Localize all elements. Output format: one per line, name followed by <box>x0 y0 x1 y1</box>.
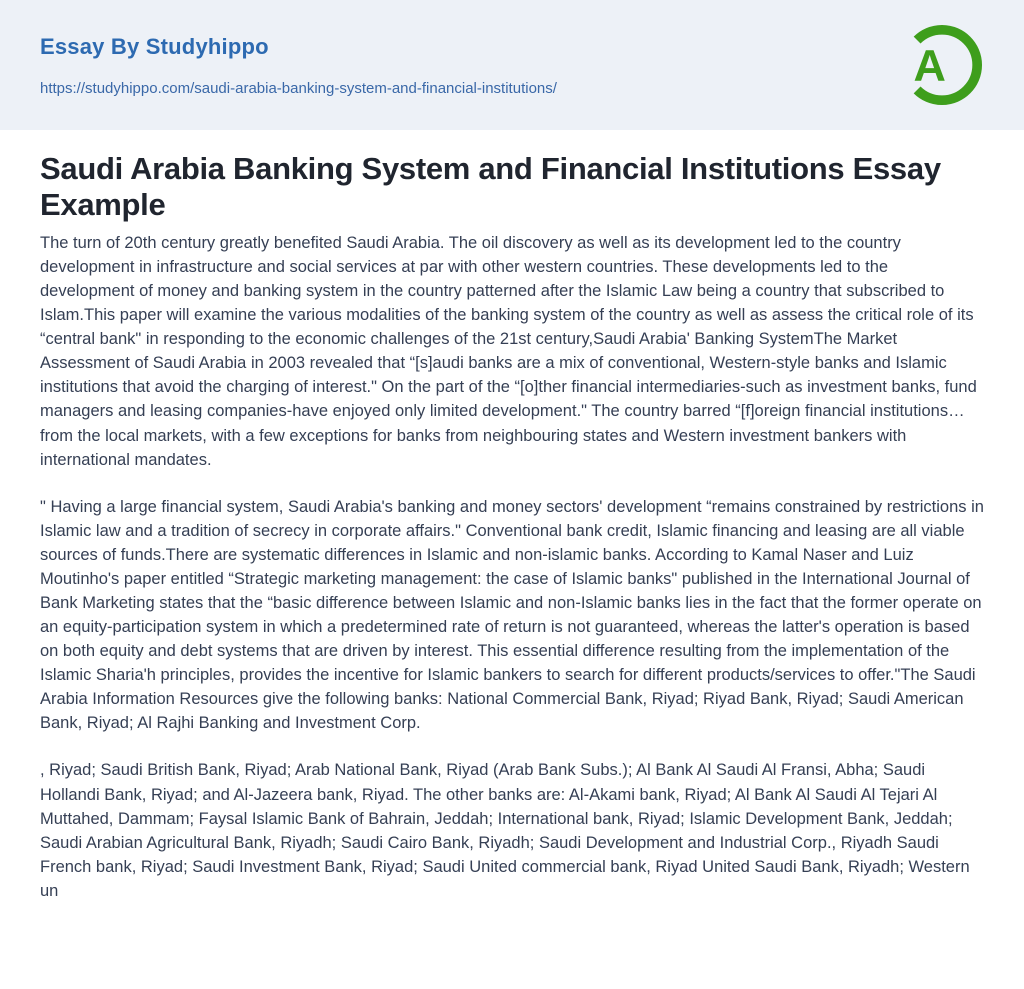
studyhippo-logo <box>898 21 986 109</box>
header-text-block <box>40 34 557 97</box>
site-title: Essay By Studyhippo <box>40 33 269 59</box>
article-title: Saudi Arabia Banking System and Financial Institutions Essay Example <box>40 151 941 222</box>
article-paragraph-2: " Having a large financial system, Saudi Arabia's banking and money sectors' development “remains constrained by restrictions in Islamic law and a tradition of secrecy in corporate affairs." Conventional bank credit, Islamic financing and leasing are all viable sources of funds.There are systematic differences in Islamic and non-islamic banks. According to Kamal Naser and Luiz Moutinho's paper entitled “Strategic marketing management: the case of Islamic banks" published in the International Journal of Bank Marketing states that the “basic difference between Islamic and non-Islamic banks lies in the fact that the former operate on an equity-participation system in which a predetermined rate of return is not guaranteed, whereas the latter's operation is based on both equity and debt systems that are driven by interest. This essential difference resulting from the implementation of the Islamic Sharia'h principles, provides the incentive for Islamic bankers to search for different products/services to offer."The Saudi Arabia Information Resources give the following banks: National Commercial Bank, Riyad; Riyad Bank, Riyad; Saudi American Bank, Riyad; Al Rajhi Banking and Investment Corp. <box>40 497 984 733</box>
page-url-link[interactable]: https://studyhippo.com/saudi-arabia-banking-system-and-financial-institutions/ <box>40 79 557 97</box>
logo-letter: A <box>913 39 946 91</box>
article-content <box>0 151 1024 903</box>
article-paragraph-3: , Riyad; Saudi British Bank, Riyad; Arab National Bank, Riyad (Arab Bank Subs.); Al Bank Al Saudi Al Fransi, Abha; Saudi Hollandi Bank, Riyad; and Al-Jazeera bank, Riyad. The other banks are: Al-Akami bank, Riyad; Al Bank Al Saudi Al Tejari Al Muttahed, Dammam; Faysal Islamic Bank of Bahrain, Jeddah; International bank, Riyad; Islamic Development Bank, Jeddah; Saudi Arabian Agricultural Bank, Riyadh; Saudi Cairo Bank, Riyadh; Saudi Development and Industrial Corp., Riyadh Saudi French bank, Riyad; Saudi Investment Bank, Riyad; Saudi United commercial bank, Riyad United Saudi Bank, Riyadh; Western un <box>40 761 970 900</box>
logo-arc-icon <box>898 21 986 109</box>
page-header <box>0 0 1024 130</box>
article-paragraph-1: The turn of 20th century greatly benefited Saudi Arabia. The oil discovery as well as its development led to the country development in infrastructure and social services at par with other western countries. These developments led to the development of money and banking system in the country patterned after the Islamic Law being a country that subscribed to Islam.This paper will examine the various modalities of the banking system of the country as well as assess the critical role of its “central bank" in responding to the economic challenges of the 21st century,Saudi Arabia' Banking SystemThe Market Assessment of Saudi Arabia in 2003 revealed that “[s]audi banks are a mix of conventional, Western-style banks and Islamic institutions that avoid the charging of interest." On the part of the “[o]ther financial intermediaries-such as investment banks, fund managers and leasing companies-have enjoyed only limited development." The country barred “[f]oreign financial institutions…from the local markets, with a few exceptions for banks from neighbouring states and Western investment bankers with international mandates. <box>40 233 977 469</box>
